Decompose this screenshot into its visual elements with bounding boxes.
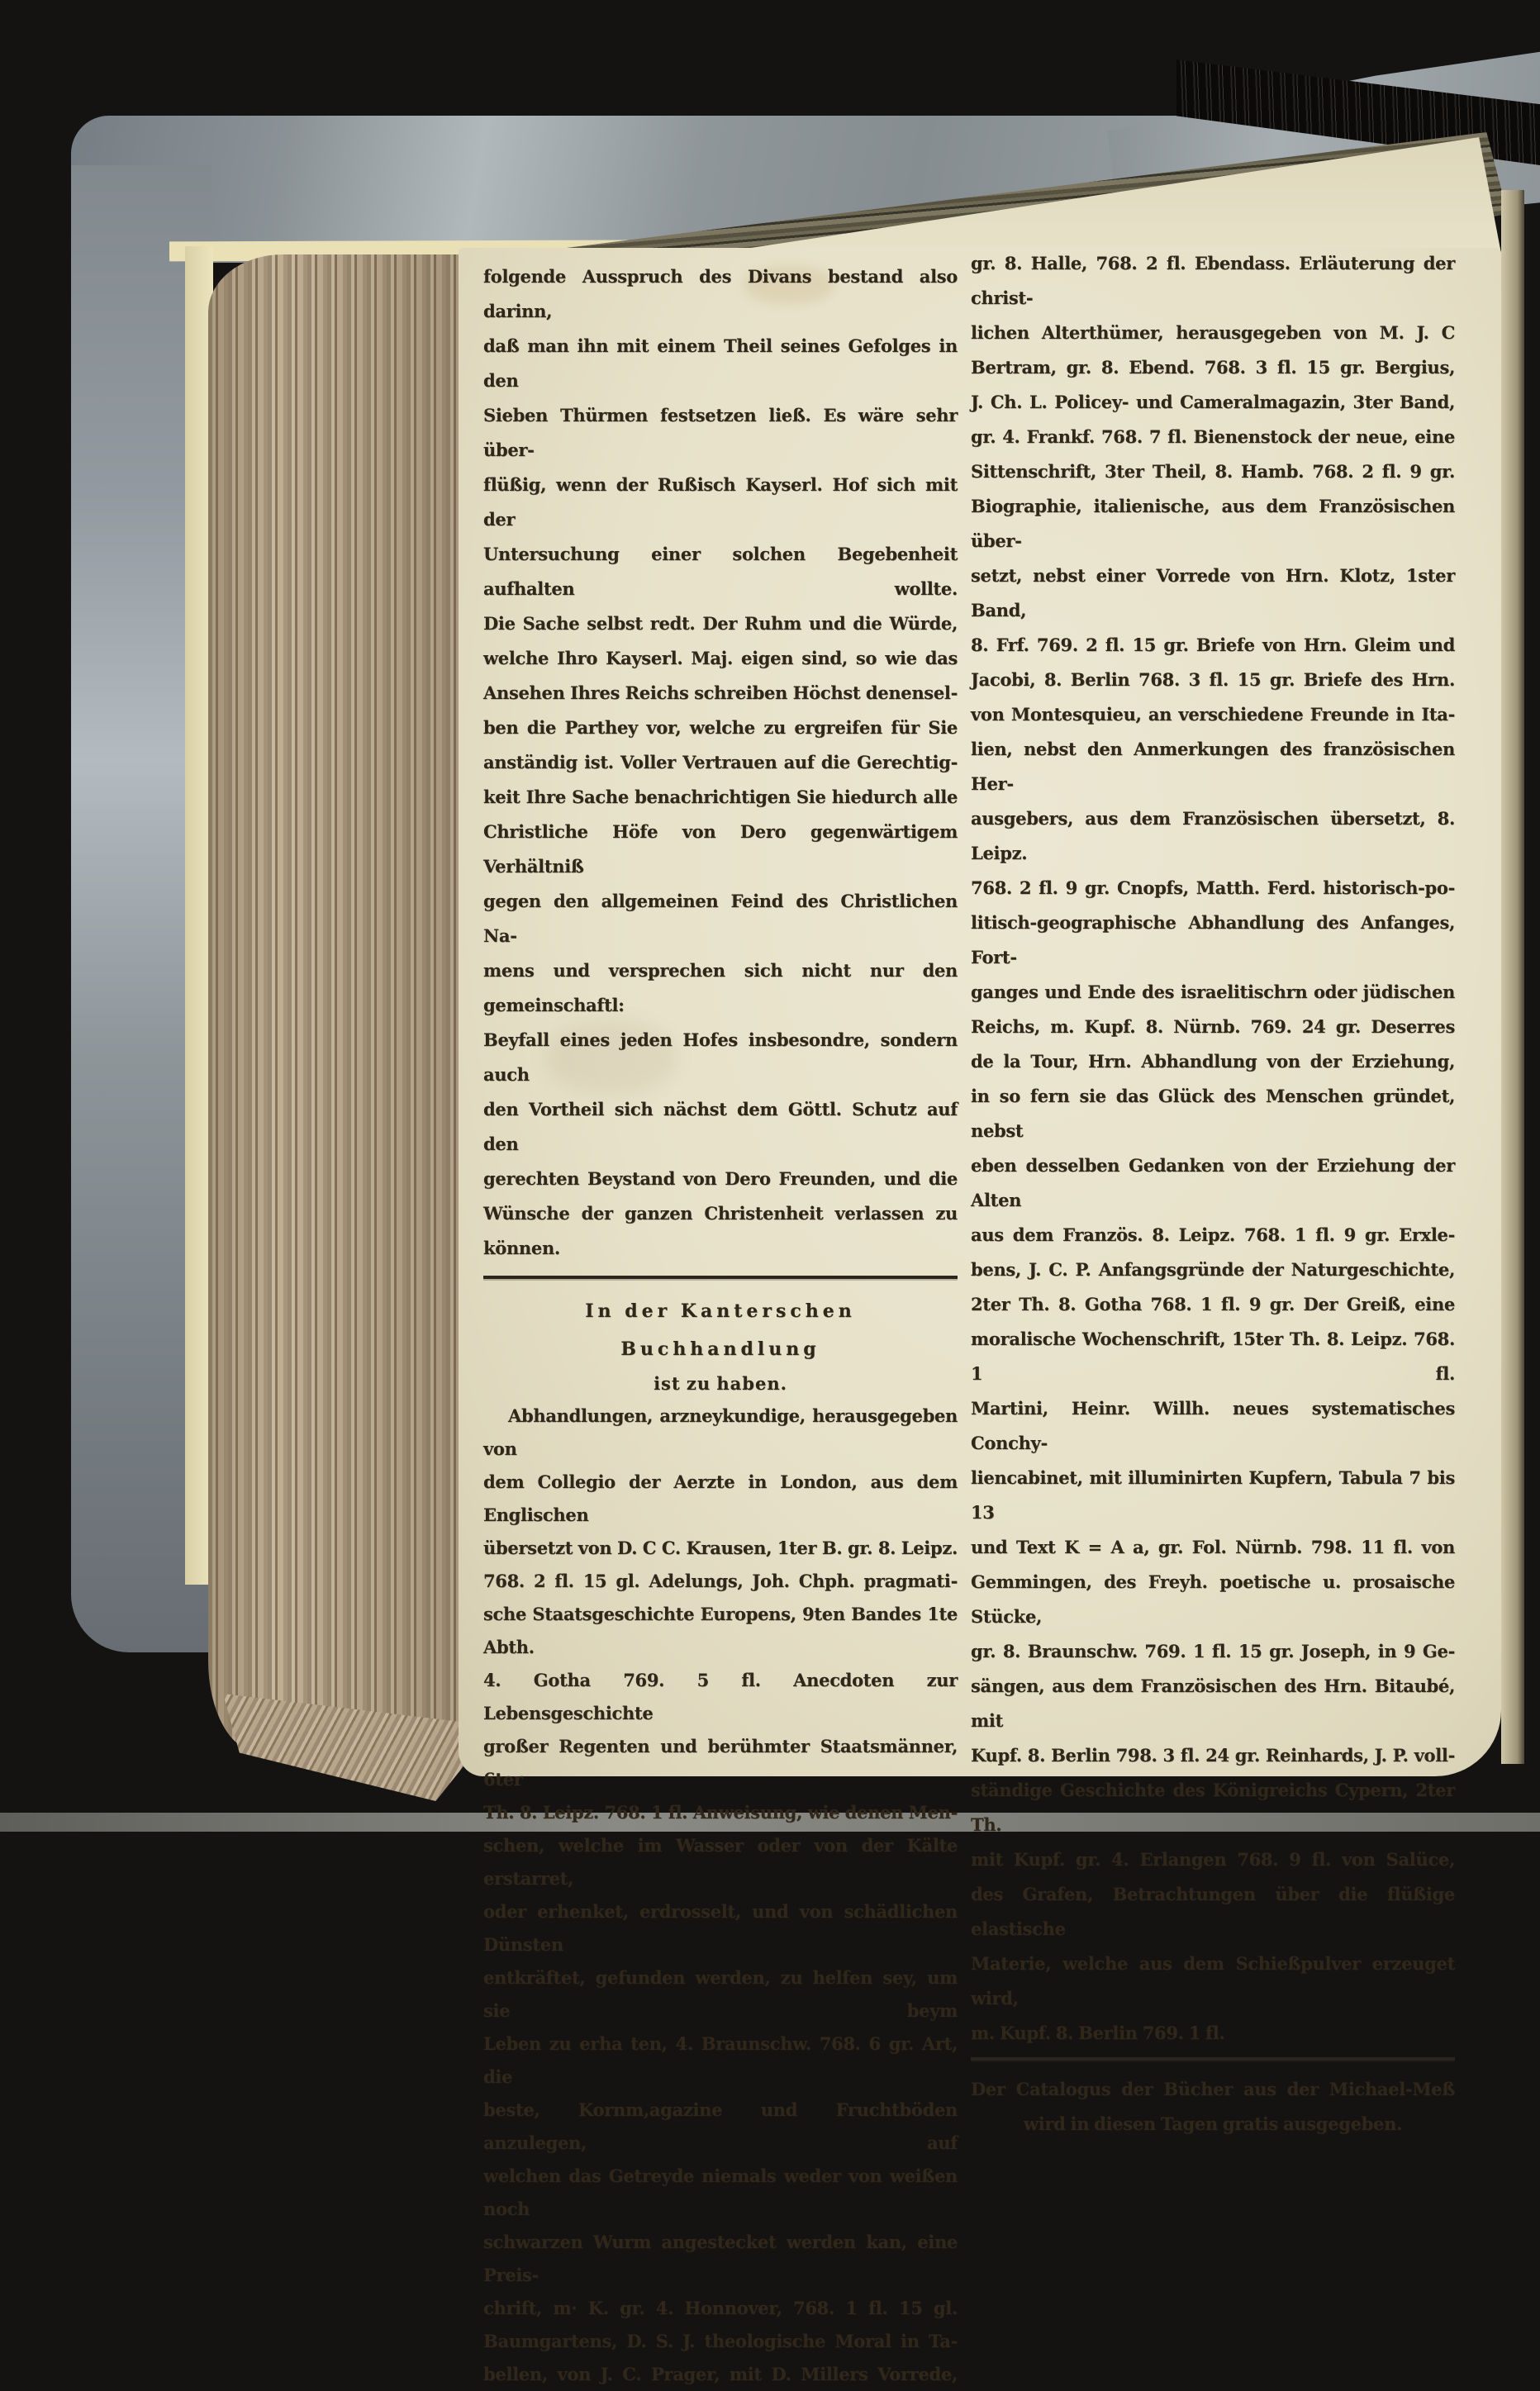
text-line: welche Ihro Kayserl. Maj. eigen sind, so wie das — [483, 648, 958, 668]
page-right-edge — [1501, 190, 1524, 1764]
text-line: Kupf. 8. Berlin 798. 3 fl. 24 gr. Reinhards, J. P. voll- — [971, 1745, 1455, 1766]
text-line: Baumgartens, D. S. J. theologische Moral in Ta- — [483, 2331, 958, 2351]
text-line: beste, Kornm,agazine und Fruchtböden anzulegen, auf — [483, 2099, 958, 2153]
text-line: daß man ihn mit einem Theil seines Gefolges in den — [483, 335, 958, 391]
text-line: Materie, welche aus dem Schießpulver erzeuget wird, — [971, 1953, 1455, 2008]
text-line: in so fern sie das Glück des Menschen gründet, nebst — [971, 1086, 1455, 1141]
text-line: lichen Alterthümer, herausgegeben von M. J. C — [971, 322, 1455, 343]
text-line: gerechten Beystand von Dero Freunden, und die — [483, 1168, 958, 1189]
text-line: Abhandlungen, arzneykundige, herausgegeben von — [483, 1405, 958, 1459]
text-line: ben die Parthey vor, welche zu ergreifen für Sie — [483, 717, 958, 738]
text-line: ausgebers, aus dem Französischen übersetzt, 8. Leipz. — [971, 808, 1455, 863]
text-line: m. Kupf. 8. Berlin 769. 1 fl. — [971, 2023, 1225, 2043]
text-line: Bertram, gr. 8. Ebend. 768. 3 fl. 15 gr. Bergius, — [971, 357, 1455, 378]
text-line: Reichs, m. Kupf. 8. Nürnb. 769. 24 gr. Deserres — [971, 1016, 1455, 1037]
text-line: großer Regenten und berühmter Staatsmänner, 6ter — [483, 1736, 958, 1790]
text-line: eben desselben Gedanken von der Erziehung der Alten — [971, 1155, 1455, 1210]
text-line: gr. 8. Halle, 768. 2 fl. Ebendass. Erläuterung der christ- — [971, 253, 1455, 308]
text-line: des Grafen, Betrachtungen über die flüßige elastische — [971, 1884, 1455, 1939]
text-line: 2ter Th. 8. Gotha 768. 1 fl. 9 gr. Der Greiß, eine — [971, 1294, 1455, 1314]
text-line: mens und versprechen sich nicht nur den gemeinschaftl: — [483, 960, 958, 1015]
section-divider-rule — [483, 1276, 958, 1279]
text-line: gr. 4. Frankf. 768. 7 fl. Bienenstock der neue, eine — [971, 426, 1455, 447]
text-line: Untersuchung einer solchen Begebenheit aufhalten wollte. — [483, 544, 958, 599]
text-line: anständig ist. Voller Vertrauen auf die Gerechtig- — [483, 752, 958, 772]
text-line: Christliche Höfe von Dero gegenwärtigem Verhältniß — [483, 821, 958, 877]
text-line: Biographie, italienische, aus dem Französischen über- — [971, 496, 1455, 551]
text-line: setzt, nebst einer Vorrede von Hrn. Klotz, 1ster Band, — [971, 565, 1455, 620]
text-line: litisch-geographische Abhandlung des Anfanges, Fort- — [971, 912, 1455, 967]
text-line: gr. 8. Braunschw. 769. 1 fl. 15 gr. Joseph, in 9 Ge- — [971, 1641, 1455, 1661]
text-line: gegen den allgemeinen Feind des Christlichen Na- — [483, 891, 958, 946]
text-line: 768. 2 fl. 9 gr. Cnopfs, Matth. Ferd. historisch-po- — [971, 877, 1455, 898]
right-paragraph-book-catalog — [971, 246, 1455, 2051]
text-line: Th. 8. Leipz. 768. 1 fl. Anweisung, wie denen Men- — [483, 1802, 958, 1823]
text-line: Sittenschrift, 3ter Theil, 8. Hamb. 768. 2 fl. 9 gr. — [971, 461, 1455, 482]
text-line: ganges und Ende des israelitischrn oder jüdischen — [971, 982, 1455, 1002]
text-line: lien, nebst den Anmerkungen des französischen Her- — [971, 739, 1455, 794]
text-line: liencabinet, mit illuminirten Kupfern, Tabula 7 bis 13 — [971, 1467, 1455, 1523]
text-line: Martini, Heinr. Willh. neues systematisches Conchy- — [971, 1398, 1455, 1453]
text-line: sche Staatsgeschichte Europens, 9ten Bandes 1te Abth. — [483, 1604, 958, 1657]
text-line: Beyfall eines jeden Hofes insbesondre, sondern auch — [483, 1029, 958, 1085]
section-heading-line2: ist zu haben. — [654, 1373, 787, 1394]
text-line: Sieben Thürmen festsetzen ließ. Es wäre sehr über- — [483, 405, 958, 460]
text-line: den Vortheil sich nächst dem Göttl. Schutz auf den — [483, 1099, 958, 1154]
notice-divider-rule — [971, 2057, 1455, 2061]
text-line: chrift, m· K. gr. 4. Honnover, 768. 1 fl. 15 gl. — [483, 2298, 958, 2318]
left-paragraph-book-catalog — [483, 1400, 958, 2391]
text-line: aus dem Französ. 8. Leipz. 768. 1 fl. 9 gr. Erxle- — [971, 1224, 1455, 1245]
right-column — [971, 246, 1455, 2141]
text-line: welchen das Getreyde niemals weder von weißen noch — [483, 2165, 958, 2219]
text-line: 4. Gotha 769. 5 fl. Anecdoten zur Lebensgeschichte — [483, 1670, 958, 1723]
catalog-notice-line1: Der Catalogus der Bücher aus der Michael-Meß — [971, 2079, 1455, 2099]
left-column — [483, 259, 958, 2391]
text-line: moralische Wochenschrift, 15ter Th. 8. Leipz. 768. 1 fl. — [971, 1329, 1455, 1384]
text-line: flüßig, wenn der Rußisch Kayserl. Hof sich mit der — [483, 474, 958, 530]
text-line: ständige Geschichte des Königreichs Cypern, 2ter Th. — [971, 1780, 1455, 1835]
text-line: und Text K = A a, gr. Fol. Nürnb. 798. 11 fl. von — [971, 1537, 1455, 1557]
text-line: dem Collegio der Aerzte in London, aus dem Englischen — [483, 1471, 958, 1525]
text-line: von Montesquieu, an verschiedene Freunde in Ita- — [971, 704, 1455, 725]
text-line: bellen, von J. C. Prager, mit D. Millers Vorrede, — [483, 2364, 958, 2384]
text-line: keit Ihre Sache benachrichtigen Sie hiedurch alle — [483, 787, 958, 807]
text-line: Wünsche der ganzen Christenheit verlassen zu können. — [483, 1203, 958, 1258]
text-line: Gemmingen, des Freyh. poetische u. prosaische Stücke, — [971, 1571, 1455, 1627]
text-line: 8. Frf. 769. 2 fl. 15 gr. Briefe von Hrn. Gleim und — [971, 635, 1455, 655]
text-line: übersetzt von D. C C. Krausen, 1ter B. gr. 8. Leipz. — [483, 1538, 958, 1558]
text-line: schwarzen Wurm angestecket werden kan, eine Preis- — [483, 2232, 958, 2285]
text-line: sängen, aus dem Französischen des Hrn. Bitaubé, mit — [971, 1676, 1455, 1731]
page-fore-edge-stack — [208, 254, 459, 1752]
text-line: J. Ch. L. Policey- und Cameralmagazin, 3ter Band, — [971, 392, 1455, 412]
text-line: entkräftet, gefunden werden, zu helfen sey, um sie beym — [483, 1967, 958, 2021]
text-line: oder erhenket, erdrosselt, und von schädlichen Dünsten — [483, 1901, 958, 1955]
text-line: 768. 2 fl. 15 gl. Adelungs, Joh. Chph. pragmati- — [483, 1571, 958, 1591]
text-line: folgende Ausspruch des Divans bestand also darinn, — [483, 266, 958, 321]
catalog-notice-line2: wird in diesen Tagen gratis ausgegeben. — [1023, 2113, 1403, 2134]
text-line: Ansehen Ihres Reichs schreiben Höchst denensel- — [483, 682, 958, 703]
text-line: mit Kupf. gr. 4. Erlangen 768. 9 fl. von Salüce, — [971, 1849, 1455, 1870]
text-line: schen, welche im Wasser oder von der Kälte erstarret, — [483, 1835, 958, 1889]
text-line: Leben zu erha ten, 4. Braunschw. 768. 6 gr. Art, die — [483, 2033, 958, 2087]
text-line: Jacobi, 8. Berlin 768. 3 fl. 15 gr. Briefe des Hrn. — [971, 669, 1455, 690]
text-line: Die Sache selbst redt. Der Ruhm und die Würde, — [483, 613, 958, 634]
text-line: bens, J. C. P. Anfangsgründe der Naturgeschichte, — [971, 1259, 1455, 1280]
section-heading-line1: In der Kanterschen Buchhandlung — [585, 1300, 856, 1360]
left-paragraph-divan-decree — [483, 259, 958, 1266]
text-line: de la Tour, Hrn. Abhandlung von der Erziehung, — [971, 1051, 1455, 1072]
